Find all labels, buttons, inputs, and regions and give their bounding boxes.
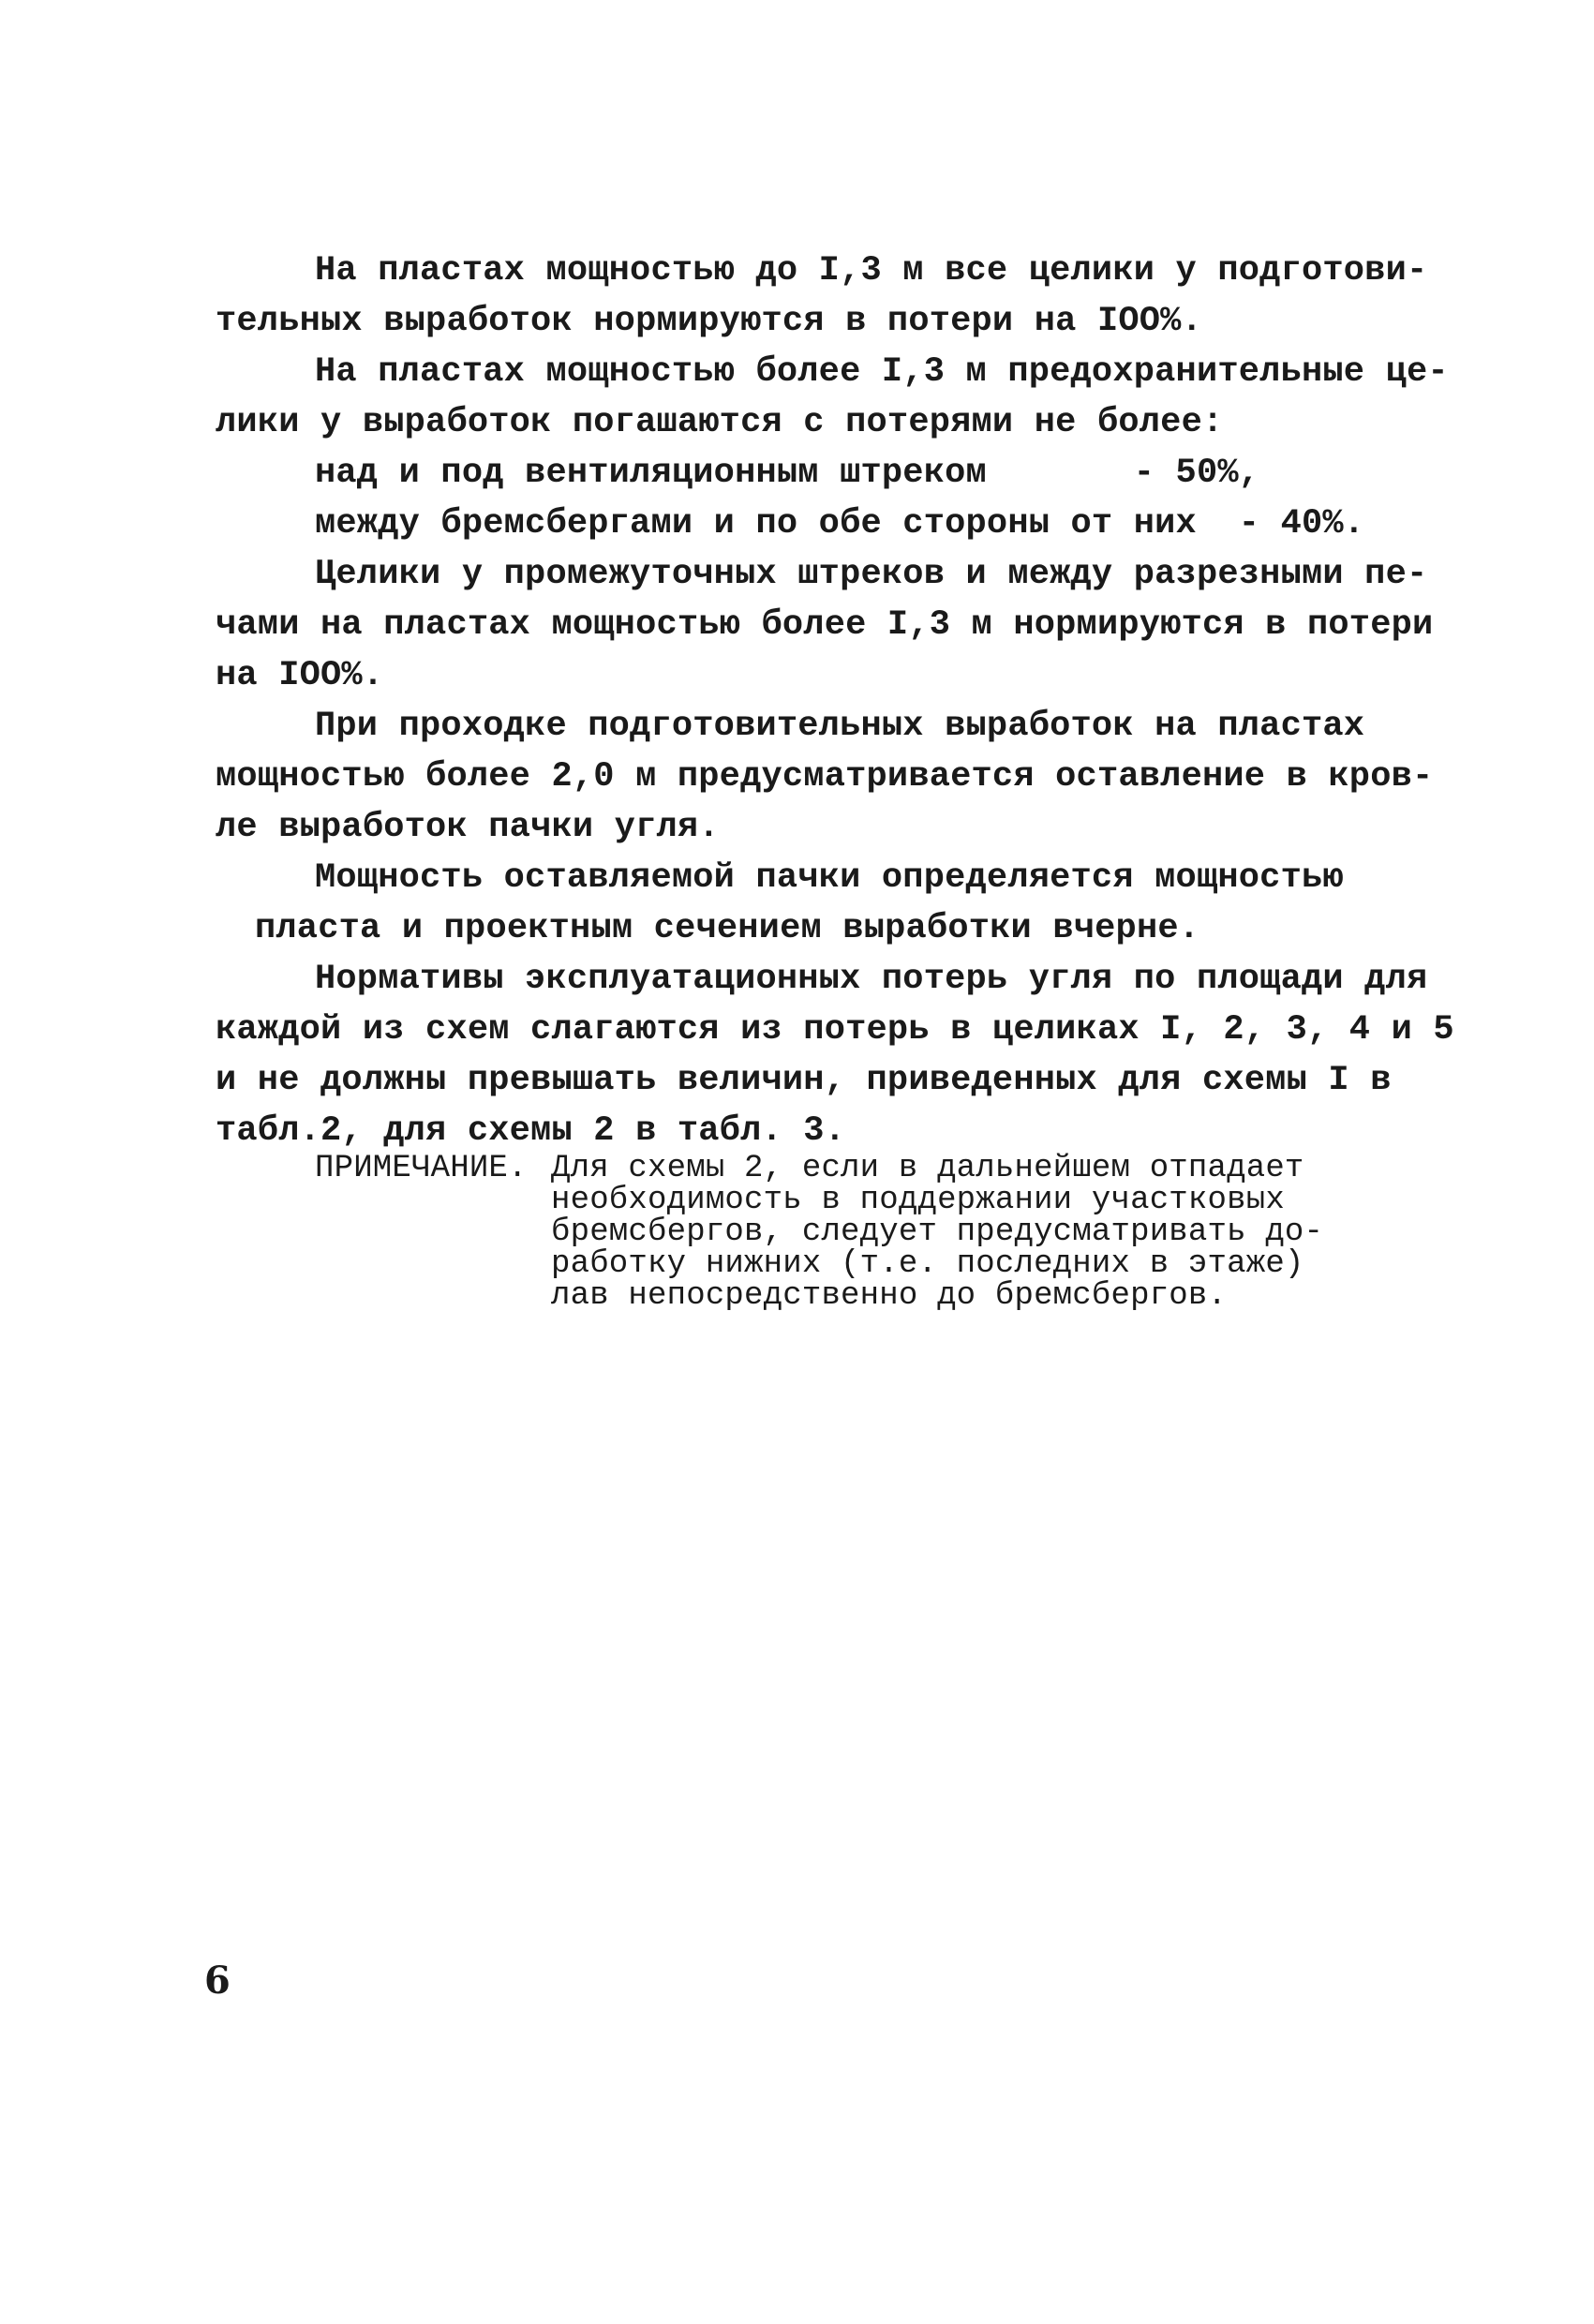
text-line: и не должны превышать величин, приведенных для схемы I в bbox=[216, 1061, 1392, 1100]
note-line: лав непосредственно до бремсбергов. bbox=[551, 1278, 1228, 1314]
text-line: Мощность оставляемой пачки определяется мощностью bbox=[315, 858, 1344, 898]
note-line: бремсбергов, следует предусматривать до- bbox=[551, 1214, 1324, 1250]
note-line: работку нижних (т.е. последних в этаже) bbox=[551, 1246, 1304, 1282]
text-line: мощностью более 2,0 м предусматривается оставление в кров- bbox=[216, 757, 1434, 797]
text-line: На пластах мощностью до I,3 м все целики у подготови- bbox=[315, 251, 1428, 290]
text-line: Целики у промежуточных штреков и между разрезными пе- bbox=[315, 555, 1428, 594]
text-line: каждой из схем слагаются из потерь в целиках I, 2, 3, 4 и 5 bbox=[216, 1010, 1454, 1050]
text-line: чами на пластах мощностью более I,3 м нормируются в потери bbox=[216, 605, 1434, 645]
text-line: табл.2, для схемы 2 в табл. 3. bbox=[216, 1111, 846, 1151]
text-line: на IOO%. bbox=[216, 656, 384, 695]
note-line: Для схемы 2, если в дальнейшем отпадает bbox=[551, 1151, 1304, 1186]
text-line: Нормативы эксплуатационных потерь угля по площади для bbox=[315, 960, 1428, 999]
note-line: необходимость в поддержании участковых bbox=[551, 1183, 1285, 1218]
text-line: При проходке подготовительных выработок на пластах bbox=[315, 707, 1365, 746]
page-number: 6 bbox=[204, 1959, 231, 2003]
text-line: тельных выработок нормируются в потери на IOO%. bbox=[216, 302, 1202, 341]
text-line: На пластах мощностью более I,3 м предохранительные це- bbox=[315, 352, 1449, 392]
text-line: между бремсбергами и по обе стороны от них - 40%. bbox=[315, 504, 1365, 544]
text-line: лики у выработок погашаются с потерями не более: bbox=[216, 403, 1224, 442]
note-label: ПРИМЕЧАНИЕ. bbox=[315, 1151, 528, 1186]
text-line: ле выработок пачки угля. bbox=[216, 808, 720, 847]
text-line: над и под вентиляционным штреком - 50%, bbox=[315, 454, 1260, 493]
text-line: пласта и проектным сечением выработки вчерне. bbox=[255, 909, 1200, 948]
